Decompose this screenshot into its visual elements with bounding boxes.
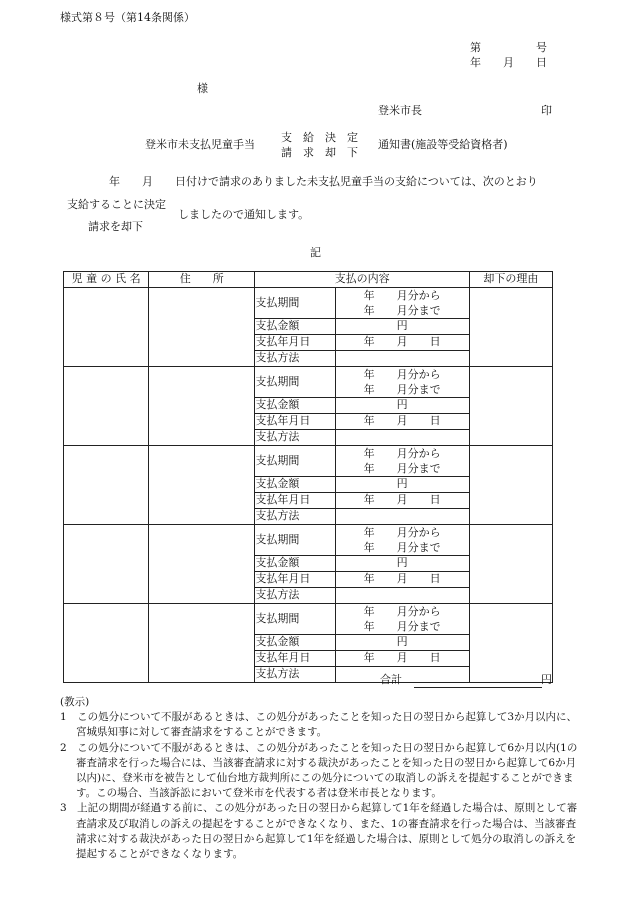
method-label: 支払方法: [255, 667, 335, 683]
instruction-item: 1 この処分について不服があるときは、この処分があったことを知った日の翌日から起算して3か月以内に、宮城県知事に対して審査請求をすることができます。: [60, 711, 578, 739]
rejection-reason-cell: [469, 604, 552, 683]
period-value: [335, 446, 469, 477]
child-name-cell: [64, 288, 149, 367]
method-label: 支払方法: [255, 430, 335, 446]
amount-value: 円: [335, 477, 469, 493]
total-amount-field: [414, 686, 542, 688]
child-name-cell: [64, 446, 149, 525]
date-value: 年 月 日: [335, 335, 469, 351]
period-from: 年 月分から: [363, 526, 441, 539]
document-number: 第 号: [470, 41, 547, 54]
date-label: 支払年月日: [255, 572, 335, 588]
title-suffix: 通知書(施設等受給資格者): [378, 138, 508, 151]
period-label: 支払期間: [255, 446, 335, 477]
method-value: [335, 430, 469, 446]
ki-heading: 記: [310, 246, 321, 259]
period-label: 支払期間: [255, 604, 335, 635]
rejection-reason-cell: [469, 288, 552, 367]
period-label: 支払期間: [255, 525, 335, 556]
period-value: [335, 288, 469, 319]
period-from: 年 月分から: [363, 605, 441, 618]
total-unit: 円: [541, 673, 552, 686]
title-prefix: 登米市未支払児童手当: [145, 138, 255, 151]
period-to: 年 月分まで: [363, 304, 441, 317]
header-child-name: 児 童 の 氏 名: [64, 272, 149, 288]
instruction-item: 2 この処分について不服があるときは、この処分があったことを知った日の翌日から起算して6か月以内(1の審査請求を行った場合には、当該審査請求に対する裁決があったことを知った日の翌日から起算して6か月以内)に、登米市を被告として仙台地方裁判所にこの処分についての取消しの訴えを提起することができます。この場合、当該訴訟において登米市を代表する者は登米市長となります。: [60, 741, 578, 800]
body-line1: 年 月 日付けで請求のありました未支払児童手当の支給については、次のとおり: [109, 175, 538, 188]
amount-label: 支払金額: [255, 319, 335, 335]
form-id: 様式第８号（第14条関係）: [60, 11, 195, 24]
amount-value: 円: [335, 556, 469, 572]
table-row: [64, 604, 553, 635]
table-row: [64, 446, 553, 477]
period-value: [335, 367, 469, 398]
address-cell: [149, 604, 255, 683]
address-cell: [149, 446, 255, 525]
date-label: 支払年月日: [255, 651, 335, 667]
date-value: 年 月 日: [335, 493, 469, 509]
table-row: [64, 367, 553, 398]
method-value: [335, 509, 469, 525]
addressee-suffix: 様: [197, 82, 208, 95]
document-date: 年 月 日: [470, 56, 547, 69]
date-value: 年 月 日: [335, 651, 469, 667]
rejection-reason-cell: [469, 367, 552, 446]
instructions: [60, 695, 580, 862]
period-to: 年 月分まで: [363, 541, 441, 554]
payment-table: [63, 271, 553, 683]
table-header-row: [64, 272, 553, 288]
period-to: 年 月分まで: [363, 620, 441, 633]
method-value: [335, 667, 469, 683]
instruction-item: 3 上記の期間が経過する前に、この処分があった日の翌日から起算して1年を経過した場合は、原則として審査請求及び取消しの訴えの提起をすることができなくなり、また、1の審査請求を行った場合は、当該審査請求に対する裁決があった日の翌日から起算して1年を経過した場合は、原則として処分の取消しの訴えを提起することができなくなります。: [60, 802, 578, 861]
total-label: 合計: [380, 673, 402, 686]
date-label: 支払年月日: [255, 335, 335, 351]
period-from: 年 月分から: [363, 368, 441, 381]
amount-label: 支払金額: [255, 635, 335, 651]
address-cell: [149, 367, 255, 446]
amount-value: 円: [335, 398, 469, 414]
header-payment-content: 支払の内容: [255, 272, 469, 288]
method-value: [335, 351, 469, 367]
method-label: 支払方法: [255, 351, 335, 367]
body-option-reject: 請求を却下: [88, 220, 143, 233]
amount-label: 支払金額: [255, 477, 335, 493]
rejection-reason-cell: [469, 525, 552, 604]
title-option-decision: 支 給 決 定: [281, 131, 358, 144]
address-cell: [149, 288, 255, 367]
table-row: [64, 288, 553, 319]
table-row: [64, 525, 553, 556]
date-label: 支払年月日: [255, 493, 335, 509]
instructions-heading: (教示): [60, 696, 90, 708]
header-address: 住 所: [149, 272, 255, 288]
period-label: 支払期間: [255, 367, 335, 398]
child-name-cell: [64, 367, 149, 446]
period-to: 年 月分まで: [363, 383, 441, 396]
period-value: [335, 525, 469, 556]
header-rejection-reason: 却下の理由: [469, 272, 552, 288]
child-name-cell: [64, 525, 149, 604]
rejection-reason-cell: [469, 446, 552, 525]
period-to: 年 月分まで: [363, 462, 441, 475]
period-from: 年 月分から: [363, 289, 441, 302]
child-name-cell: [64, 604, 149, 683]
period-value: [335, 604, 469, 635]
title-option-rejection: 請 求 却 下: [281, 146, 358, 159]
date-label: 支払年月日: [255, 414, 335, 430]
issuer-name: 登米市長: [378, 104, 422, 117]
amount-label: 支払金額: [255, 556, 335, 572]
amount-label: 支払金額: [255, 398, 335, 414]
body-ending: しましたので通知します。: [178, 208, 310, 221]
address-cell: [149, 525, 255, 604]
period-from: 年 月分から: [363, 447, 441, 460]
seal-mark: 印: [541, 104, 552, 117]
date-value: 年 月 日: [335, 414, 469, 430]
amount-value: 円: [335, 635, 469, 651]
amount-value: 円: [335, 319, 469, 335]
date-value: 年 月 日: [335, 572, 469, 588]
method-label: 支払方法: [255, 509, 335, 525]
method-value: [335, 588, 469, 604]
period-label: 支払期間: [255, 288, 335, 319]
body-option-pay: 支給することに決定: [67, 198, 166, 211]
method-label: 支払方法: [255, 588, 335, 604]
